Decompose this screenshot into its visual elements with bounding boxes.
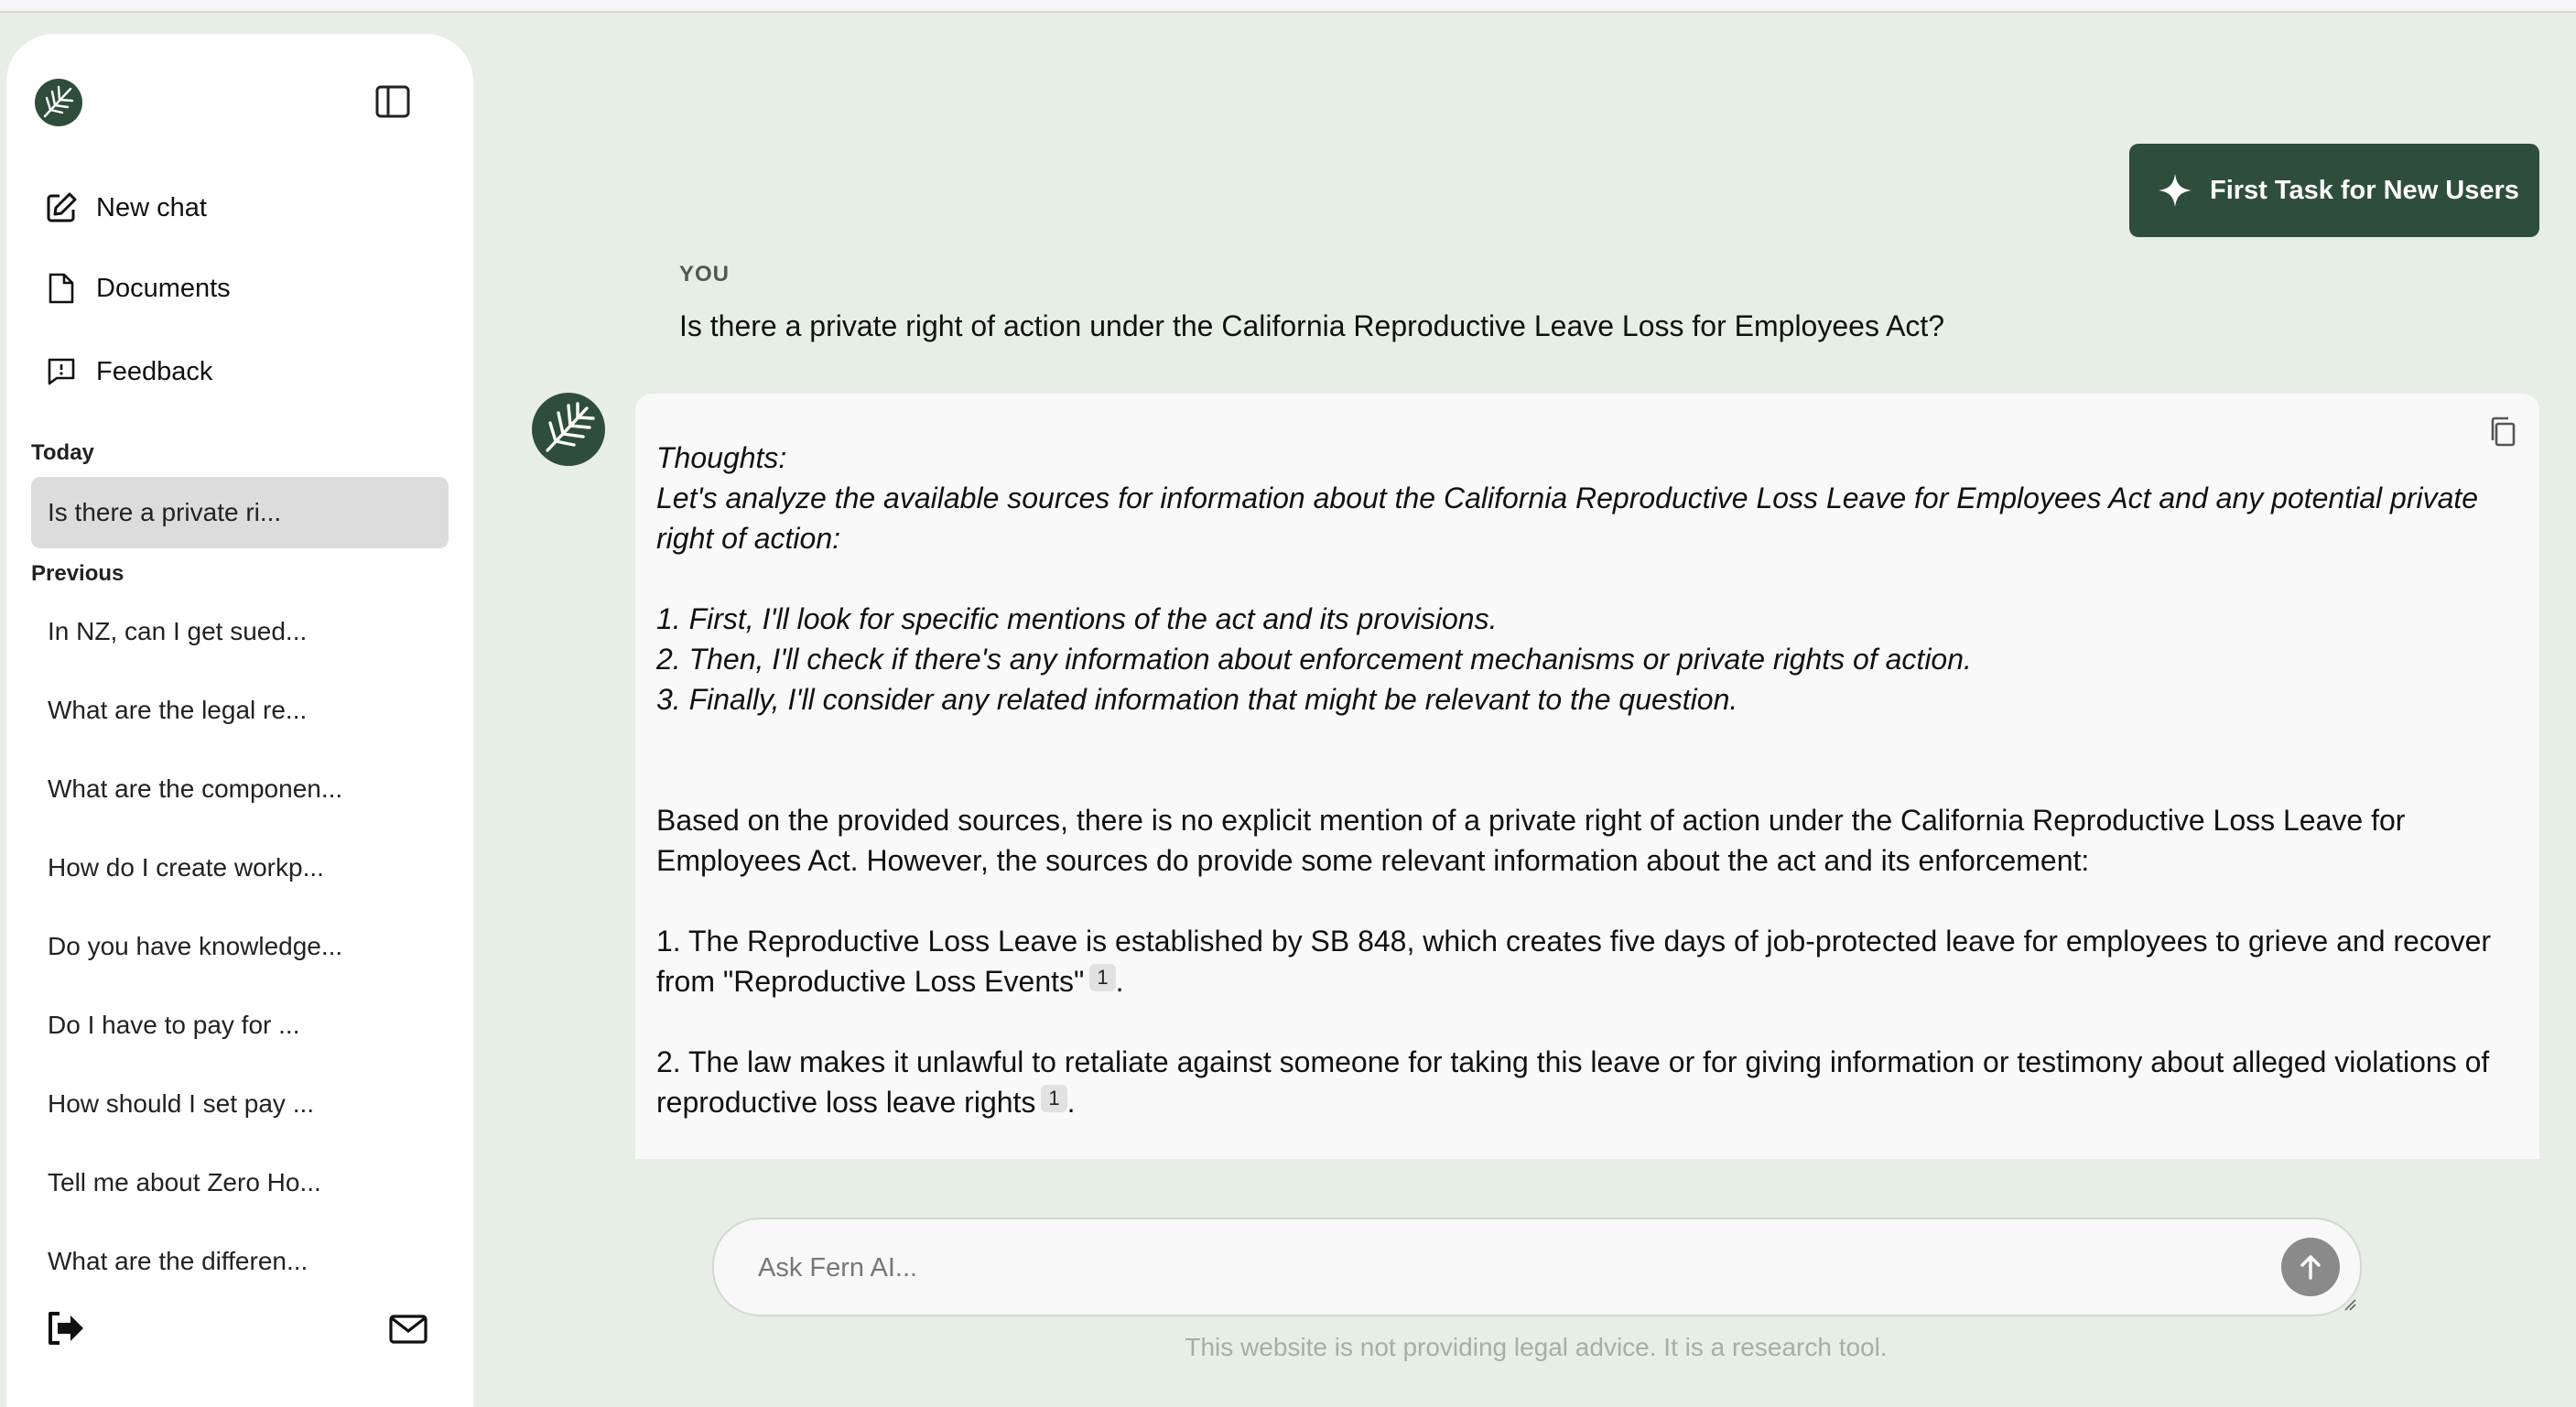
- history-item[interactable]: [31, 753, 449, 825]
- chat-composer: [712, 1218, 2362, 1316]
- citation-badge[interactable]: 1: [1041, 1085, 1066, 1112]
- fern-logo-icon[interactable]: [34, 78, 83, 127]
- resize-handle-icon[interactable]: [2343, 1298, 2356, 1311]
- feedback-label: Feedback: [96, 356, 213, 386]
- feedback-icon: [43, 353, 80, 390]
- chat-input[interactable]: [756, 1245, 2224, 1291]
- history-item-label: What are the differen...: [48, 1247, 308, 1275]
- history-item-label: What are the componen...: [48, 774, 343, 803]
- answer-point-1-text: 1. The Reproductive Loss Leave is established by SB 848, which creates five days of job-protected leave for employees to grieve and recover from "Reproductive Loss Events": [656, 925, 2492, 998]
- history-item[interactable]: [31, 675, 449, 746]
- legal-disclaimer: This website is not providing legal advice. It is a research tool.: [1185, 1333, 1888, 1361]
- history-item[interactable]: [31, 990, 449, 1061]
- assistant-avatar-icon: [531, 392, 606, 467]
- new-chat-label: New chat: [96, 192, 207, 222]
- history-item-label: How do I create workp...: [48, 853, 324, 882]
- history-item[interactable]: [31, 1147, 449, 1218]
- send-button[interactable]: [2281, 1238, 2340, 1296]
- sidebar-toggle-icon[interactable]: [373, 81, 413, 122]
- assistant-answer-card: [635, 394, 2539, 1159]
- history-item-label: Do I have to pay for ...: [48, 1011, 300, 1039]
- history-item[interactable]: [31, 596, 449, 667]
- history-item[interactable]: [31, 1068, 449, 1140]
- sentence-period: .: [1066, 1086, 1076, 1119]
- user-message: Is there a private right of action under the California Reproductive Leave Loss for Employees Act?: [679, 309, 1945, 342]
- history-item[interactable]: [31, 911, 449, 982]
- new-chat-button[interactable]: [43, 180, 207, 235]
- thought-step: 3. Finally, I'll consider any related information that might be relevant to the question.: [656, 683, 1738, 716]
- thoughts-label: Thoughts:: [656, 441, 787, 474]
- assistant-answer-text: [656, 438, 2506, 1122]
- browser-top-edge: [0, 0, 2576, 13]
- arrow-up-icon: [2295, 1251, 2326, 1283]
- thought-step: 2. Then, I'll check if there's any information about enforcement mechanisms or private rights of action.: [656, 643, 1972, 676]
- answer-point-2: [656, 1042, 2506, 1122]
- feedback-button[interactable]: [43, 344, 212, 399]
- history-item[interactable]: [31, 1226, 449, 1297]
- history-item-label: Tell me about Zero Ho...: [48, 1168, 321, 1196]
- sentence-period: .: [1115, 965, 1124, 998]
- history-item-label: What are the legal re...: [48, 696, 308, 724]
- answer-point-2-text: 2. The law makes it unlawful to retaliate against someone for taking this leave or for giving information or testimony about alleged violations of reproductive loss leave rights: [656, 1045, 2490, 1119]
- history-item-today[interactable]: [31, 477, 449, 548]
- sparkle-icon: [2157, 172, 2193, 209]
- edit-icon: [43, 189, 80, 226]
- history-item[interactable]: [31, 832, 449, 904]
- history-item-label: How should I set pay ...: [48, 1089, 315, 1118]
- citation-badge[interactable]: 1: [1089, 964, 1115, 991]
- history-item-label: Is there a private ri...: [48, 498, 282, 526]
- documents-button[interactable]: [43, 261, 231, 316]
- documents-label: Documents: [96, 273, 231, 303]
- history-item-label: In NZ, can I get sued...: [48, 617, 308, 645]
- answer-summary: Based on the provided sources, there is no explicit mention of a private right of action under the California Reproductive Loss Leave for Employees Act. However, the sources do provide some relevant information about the act and its enforcement:: [656, 804, 2406, 877]
- previous-heading: Previous: [31, 561, 124, 586]
- document-icon: [43, 270, 80, 307]
- history-item-label: Do you have knowledge...: [48, 932, 343, 960]
- sidebar: [6, 34, 473, 1407]
- thoughts-intro: Let's analyze the available sources for information about the California Reproductive Loss Leave for Employees Act and any potential private right of action:: [656, 482, 2479, 555]
- thought-step: 1. First, I'll look for specific mentions of the act and its provisions.: [656, 602, 1498, 635]
- today-heading: Today: [31, 440, 94, 465]
- first-task-label: First Task for New Users: [2210, 175, 2519, 205]
- first-task-button[interactable]: [2129, 144, 2539, 237]
- user-role-label: YOU: [679, 262, 731, 287]
- answer-point-1: [656, 921, 2506, 1001]
